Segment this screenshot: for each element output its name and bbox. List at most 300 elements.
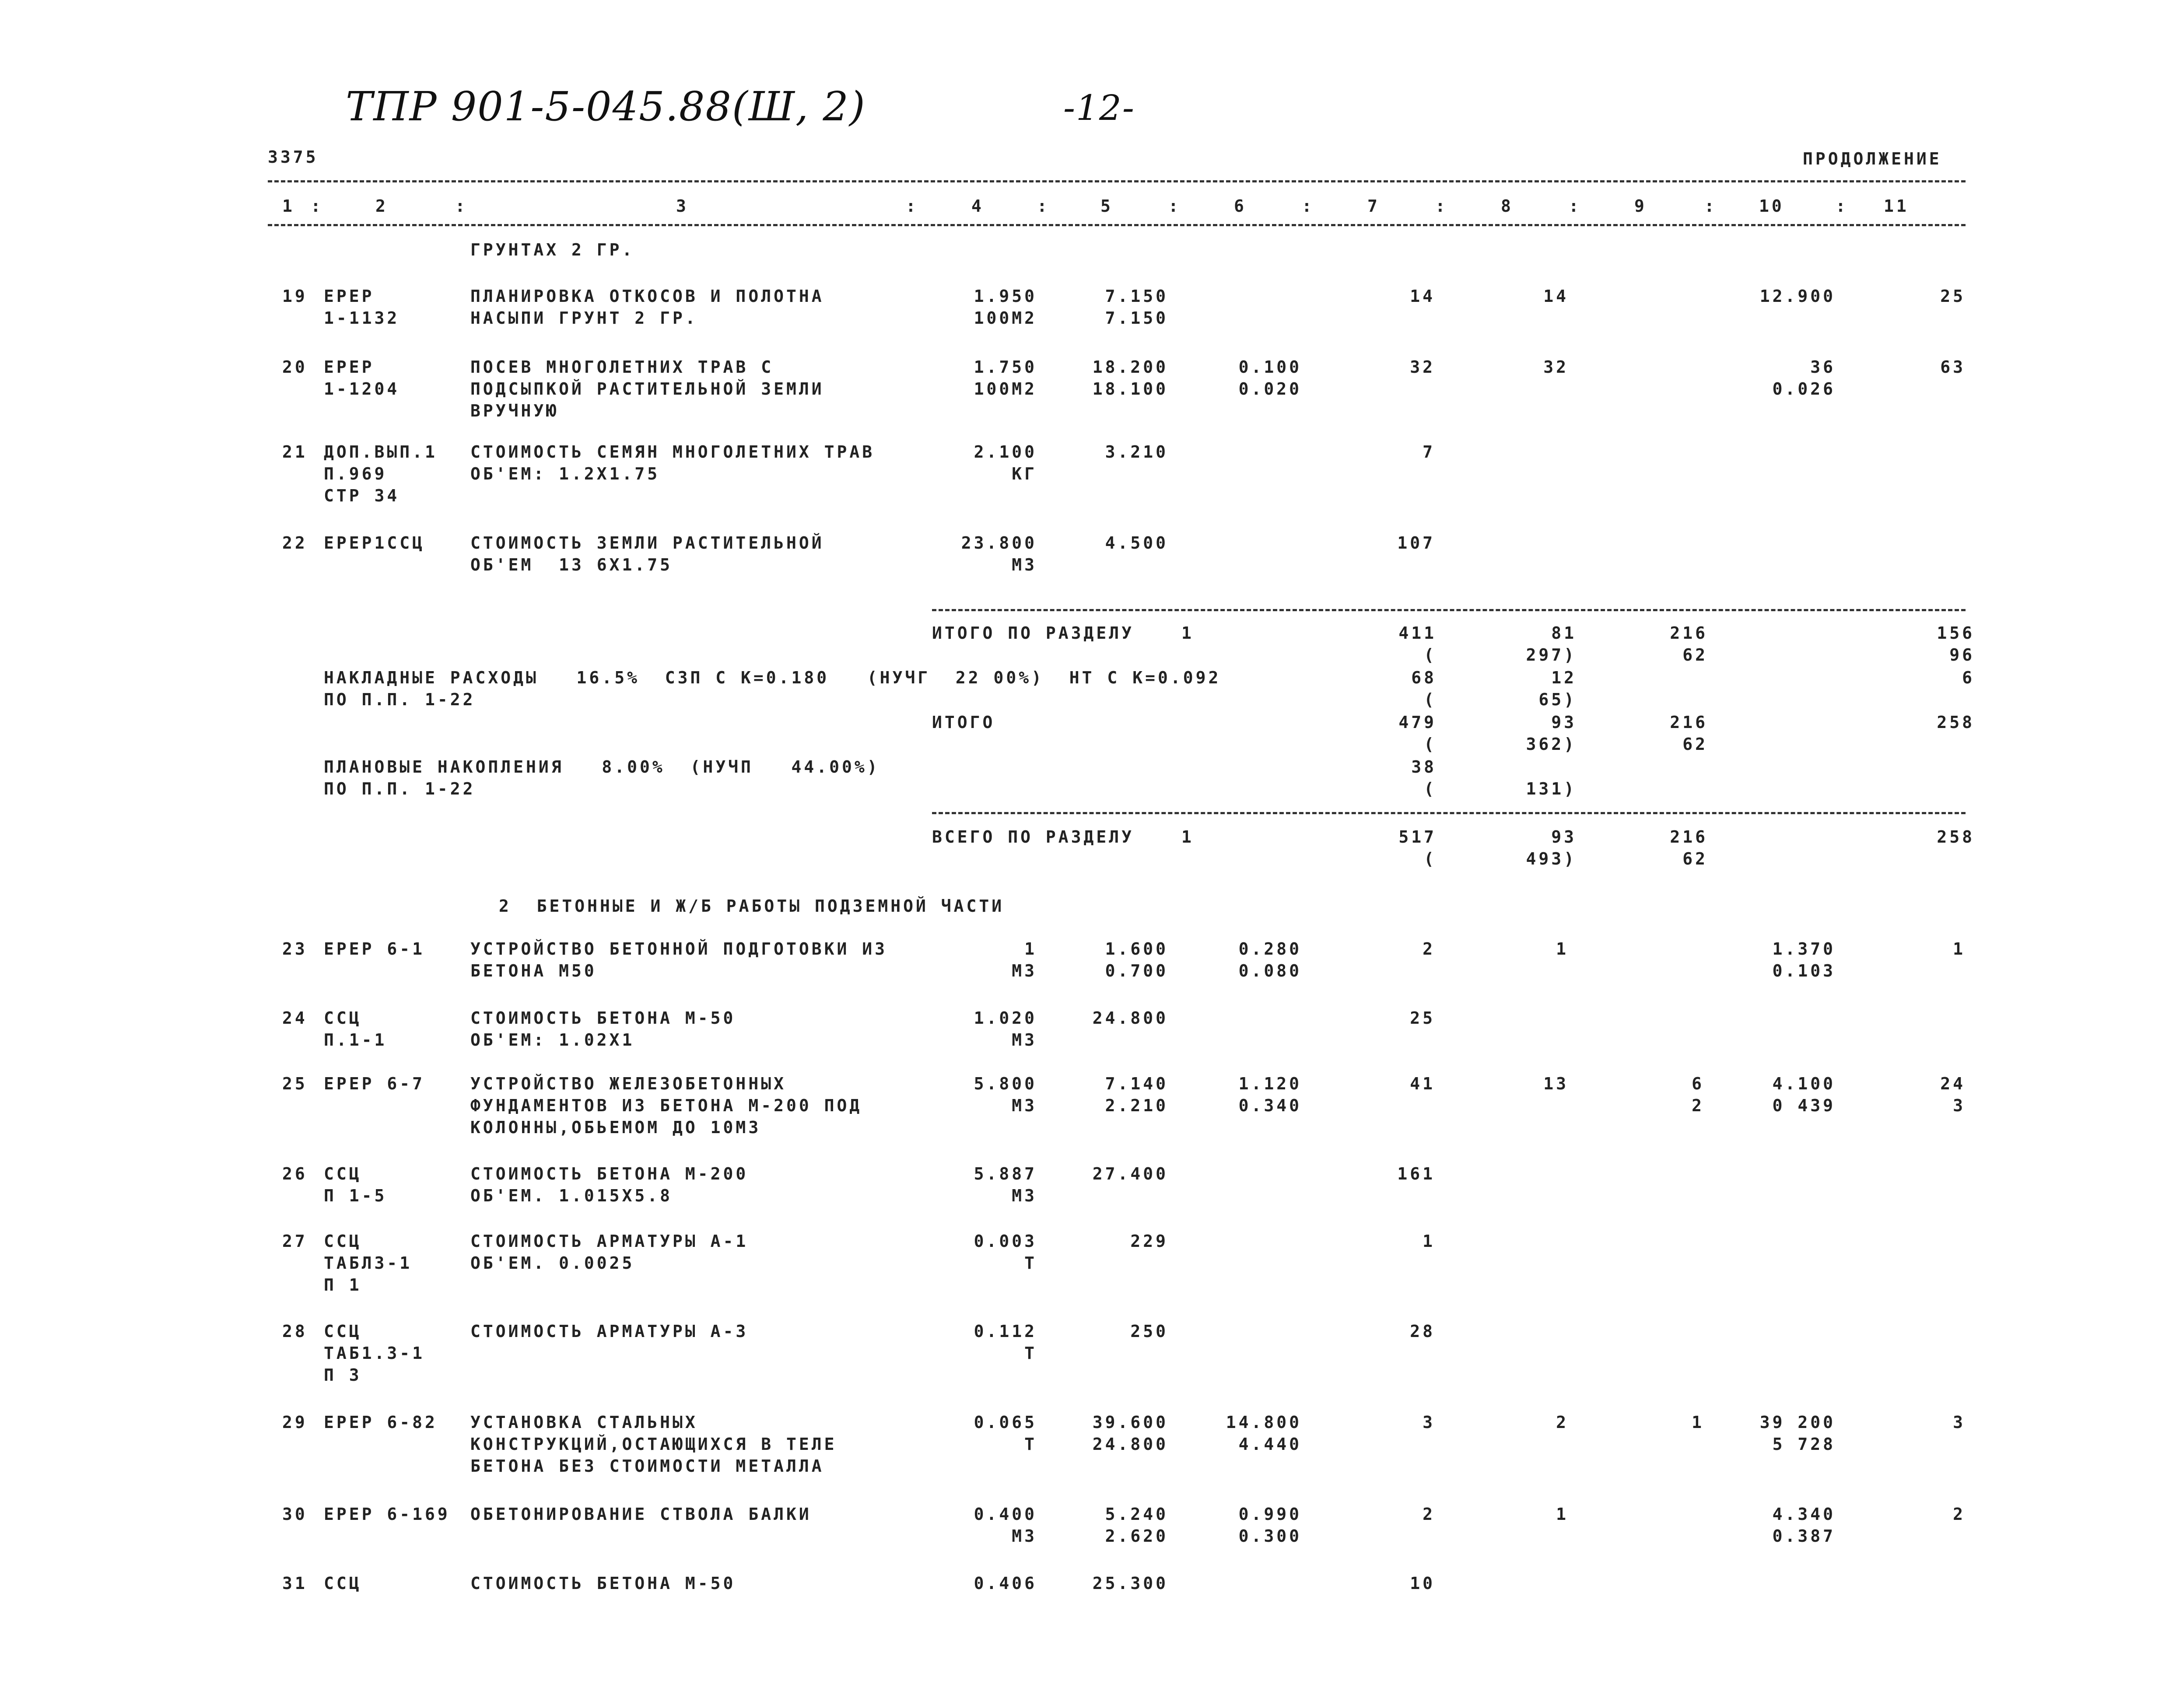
cell-line: СТОИМОСТЬ ЗЕМЛИ РАСТИТЕЛЬНОЙ (470, 533, 824, 553)
cell-c10 (1760, 285, 1836, 307)
cell-line: 0.112 (974, 1322, 1037, 1341)
cell-line: П.969 (324, 464, 387, 483)
cell-c5 (1130, 1320, 1168, 1342)
cell-line: 0.400 (974, 1505, 1037, 1524)
cell-c2 (324, 1163, 387, 1207)
cell-line: ТАБЛ3-1 (324, 1253, 413, 1273)
cell-line: КГ (1012, 464, 1037, 483)
cell-line: Т (1024, 1253, 1037, 1273)
cell-c1 (282, 1572, 308, 1594)
cell-c1 (282, 938, 308, 960)
cell-line: ЕРЕР (324, 287, 375, 306)
cell-line: 1.370 (1772, 939, 1836, 959)
cell-c2 (324, 1007, 387, 1051)
cell-c3 (470, 1230, 748, 1274)
cell-c4 (961, 532, 1037, 576)
cell-c9 (1692, 1411, 1704, 1433)
cell-line: 1.020 (974, 1008, 1037, 1028)
cell-c11 (1953, 938, 1966, 960)
cell-c4 (974, 1230, 1037, 1274)
section-total-number: 1 (1181, 623, 1194, 643)
overhead-c11: 6 (1962, 668, 1975, 687)
cell-c2 (324, 1320, 425, 1386)
colnum-4: 4 (971, 196, 984, 216)
cell-line: 21 (282, 442, 308, 462)
cell-c6 (1226, 1411, 1302, 1455)
cell-line: ГРУНТАХ 2 ГР. (470, 240, 635, 259)
cell-line: 27.400 (1092, 1164, 1168, 1183)
cell-line: М3 (1012, 1186, 1037, 1205)
cell-line: 14.800 (1226, 1413, 1302, 1432)
cell-line: 250 (1130, 1322, 1168, 1341)
cell-line: 1.950 (974, 287, 1037, 306)
cell-c5 (1093, 356, 1168, 400)
colnum-8: 8 (1501, 196, 1514, 216)
colsep: : (1302, 196, 1314, 216)
colnum-3: 3 (676, 196, 689, 216)
cell-line: М3 (1012, 1030, 1037, 1050)
cell-c10 (1773, 1503, 1836, 1547)
overhead-c7: 68 ( (1411, 668, 1437, 709)
cell-c1 (282, 1007, 308, 1029)
overhead-text: НАКЛАДНЫЕ РАСХОДЫ 16.5% СЗП С К=0.180 (НУЧГ 22 00%) НТ С К=0.092 ПО П.П. 1-22 (324, 668, 1221, 709)
cell-line: КОЛОННЫ,ОБЬЕМОМ ДО 10М3 (470, 1118, 761, 1137)
cell-line: 4.340 (1772, 1505, 1836, 1524)
section-total-c9: 216 62 (1670, 623, 1708, 665)
cell-c2 (324, 1073, 425, 1095)
cell-c1 (282, 285, 308, 307)
cell-c11 (1940, 1073, 1966, 1116)
cell-c3 (470, 1073, 862, 1138)
cell-c5 (1105, 441, 1168, 463)
cell-line: 161 (1397, 1164, 1435, 1183)
cell-c4 (974, 1572, 1037, 1594)
cell-c3 (470, 532, 824, 576)
cell-c3 (470, 285, 824, 329)
cell-c10 (1773, 1073, 1836, 1116)
cell-c4 (1012, 938, 1037, 982)
cell-line: 32 (1410, 357, 1435, 377)
cell-line: 24.800 (1092, 1435, 1168, 1454)
cell-line: 25 (1940, 287, 1966, 306)
colnum-2: 2 (375, 196, 388, 216)
cell-c2 (324, 1572, 362, 1594)
cell-line: 0.003 (974, 1232, 1037, 1251)
cell-line: НАСЫПИ ГРУНТ 2 ГР. (470, 308, 698, 328)
colsep: : (455, 196, 468, 216)
cell-c4 (974, 356, 1037, 400)
cell-c10 (1773, 356, 1836, 400)
total-c11: 258 (1937, 713, 1975, 732)
cell-c7 (1423, 441, 1435, 463)
colsep: : (311, 196, 323, 216)
cell-line: 5.887 (974, 1164, 1037, 1183)
cell-line: 25 (282, 1074, 308, 1093)
cell-c7 (1410, 1320, 1435, 1342)
cell-c8 (1543, 285, 1569, 307)
cell-line: Т (1024, 1344, 1037, 1363)
cell-line: ЕРЕР 6-1 (324, 939, 425, 959)
cell-c2 (324, 285, 399, 329)
section1-total-rule (932, 609, 1966, 611)
cell-line: 24 (282, 1008, 308, 1028)
cell-c4 (974, 1163, 1037, 1207)
cell-c7 (1397, 532, 1435, 554)
cell-c3 (470, 356, 824, 422)
cell-c4 (974, 441, 1037, 485)
total-c7: 479 ( (1398, 713, 1437, 754)
cell-c3 (470, 1007, 736, 1051)
cell-line: ВРУЧНУЮ (470, 401, 559, 420)
cell-line: БЕТОНА М50 (470, 961, 597, 980)
cell-c7 (1410, 1007, 1435, 1029)
cell-line: СТОИМОСТЬ АРМАТУРЫ А-1 (470, 1232, 749, 1251)
cell-c1 (282, 1503, 308, 1525)
cell-c2 (324, 1503, 450, 1525)
cell-line: 7.150 (1105, 308, 1168, 328)
cell-line: Т (1024, 1435, 1037, 1454)
cell-line: 20 (282, 357, 308, 377)
cell-c4 (974, 1411, 1037, 1455)
cell-c3 (470, 938, 887, 982)
total-label: ИТОГО (932, 713, 995, 732)
cell-line: П 1 (324, 1275, 362, 1295)
cell-line: ОБ'ЕМ. 0.0025 (470, 1253, 635, 1273)
cell-line: СТР 34 (324, 486, 400, 505)
cell-line: СТОИМОСТЬ АРМАТУРЫ А-3 (470, 1322, 749, 1341)
cell-line: 23 (282, 939, 308, 959)
cell-line: ССЦ (324, 1574, 362, 1593)
cell-line: 27 (282, 1232, 308, 1251)
header-bottom-rule (268, 224, 1966, 226)
cell-line: БЕТОНА БЕЗ СТОИМОСТИ МЕТАЛЛА (470, 1456, 824, 1476)
cell-line: 41 (1410, 1074, 1435, 1093)
cell-line: 31 (282, 1574, 308, 1593)
cell-line: П 1-5 (324, 1186, 387, 1205)
cell-c3 (470, 1572, 736, 1594)
cell-c1 (282, 1230, 308, 1252)
page-number: -12- (1063, 88, 1135, 128)
cell-line: 1-1204 (324, 379, 400, 399)
cell-c3 (470, 1320, 748, 1342)
planned-c8: 131) (1526, 779, 1577, 798)
cell-c11 (1940, 356, 1966, 378)
colsep: : (1704, 196, 1717, 216)
cell-line: 0.100 (1238, 357, 1302, 377)
handwritten-project-code: ТПР 901-5-045.88(Ш, 2) (346, 83, 866, 130)
cell-line: 0.387 (1772, 1526, 1836, 1546)
colsep: : (906, 196, 918, 216)
doc-id: 3375 (268, 147, 319, 167)
cell-line: 24 (1940, 1074, 1966, 1093)
cell-c7 (1397, 1163, 1435, 1185)
cell-line: 28 (1410, 1322, 1435, 1341)
cell-line: 0.080 (1238, 961, 1302, 980)
cell-line: 39 200 (1759, 1413, 1836, 1432)
cell-line: ССЦ (324, 1164, 362, 1183)
cell-line: 18.200 (1092, 357, 1168, 377)
cell-line: ЕРЕР (324, 357, 375, 377)
cell-line: 107 (1397, 533, 1435, 553)
cell-line: 28 (282, 1322, 308, 1341)
cell-line: П 3 (324, 1365, 362, 1385)
cell-line: 1 (1692, 1413, 1704, 1432)
cell-c7 (1410, 1073, 1435, 1095)
continuation-label: ПРОДОЛЖЕНИЕ (1803, 149, 1942, 168)
section-2-title: 2 БЕТОННЫЕ И Ж/Б РАБОТЫ ПОДЗЕМНОЙ ЧАСТИ (499, 896, 1005, 916)
cell-c6 (1239, 1503, 1302, 1547)
cell-c2 (324, 1230, 412, 1296)
cell-c7 (1410, 1572, 1435, 1594)
cell-c7 (1423, 938, 1435, 960)
cell-line: 3 (1953, 1413, 1966, 1432)
cell-line: 229 (1130, 1232, 1168, 1251)
cell-line: 0.280 (1238, 939, 1302, 959)
cell-line: 5 728 (1772, 1435, 1836, 1454)
cell-line: 2 (1692, 1096, 1704, 1115)
cell-c11 (1940, 285, 1966, 307)
cell-c8 (1556, 938, 1569, 960)
cell-line: 26 (282, 1164, 308, 1183)
cell-c1 (282, 1163, 308, 1185)
cell-line: 0.026 (1772, 379, 1836, 399)
cell-line: 1-1132 (324, 308, 400, 328)
cell-line: ПОСЕВ МНОГОЛЕТНИХ ТРАВ С (470, 357, 774, 377)
cell-line: М3 (1012, 1526, 1037, 1546)
cell-line: П.1-1 (324, 1030, 387, 1050)
cell-c8 (1543, 356, 1569, 378)
cell-c10 (1773, 938, 1836, 982)
cell-line: 7.150 (1105, 287, 1168, 306)
cell-line: 100М2 (974, 379, 1037, 399)
cell-c5 (1093, 1572, 1168, 1594)
cell-line: 7.140 (1105, 1074, 1168, 1093)
section-total-c7: 411 ( (1398, 623, 1437, 665)
cell-line: ФУНДАМЕНТОВ ИЗ БЕТОНА М-200 ПОД (470, 1096, 862, 1115)
cell-line: 2.620 (1105, 1526, 1168, 1546)
cell-c3 (470, 1503, 812, 1525)
cell-line: 0.990 (1238, 1505, 1302, 1524)
colnum-5: 5 (1100, 196, 1113, 216)
cell-line: 22 (282, 533, 308, 553)
cell-line: 0.700 (1105, 961, 1168, 980)
cell-line: 1 (1556, 1505, 1569, 1524)
cell-line: СТОИМОСТЬ СЕМЯН МНОГОЛЕТНИХ ТРАВ (470, 442, 875, 462)
cell-line: 1 (1556, 939, 1569, 959)
cell-line: 4.100 (1772, 1074, 1836, 1093)
cell-line: ОБ'ЕМ: 1.02Х1 (470, 1030, 635, 1050)
cell-line: 1.120 (1238, 1074, 1302, 1093)
cell-c5 (1093, 1163, 1168, 1185)
cell-c5 (1130, 1230, 1168, 1252)
cell-c1 (282, 532, 308, 554)
cell-line: 39.600 (1092, 1413, 1168, 1432)
cell-c5 (1105, 285, 1168, 329)
cell-c9 (1692, 1073, 1704, 1116)
cell-line: 36 (1810, 357, 1836, 377)
cell-line: 2 (1423, 939, 1435, 959)
cell-line: 12.900 (1759, 287, 1836, 306)
cell-line: 1 (1953, 939, 1966, 959)
cell-line: 1 (1024, 939, 1037, 959)
cell-line: ПЛАНИРОВКА ОТКОСОВ И ПОЛОТНА (470, 287, 824, 306)
cell-line: ДОП.ВЫП.1 (324, 442, 438, 462)
cell-line: ОБ'ЕМ 13 6Х1.75 (470, 555, 673, 574)
cell-c1 (282, 356, 308, 378)
colnum-1: 1 (282, 196, 295, 216)
cell-c1 (282, 1073, 308, 1095)
cell-line: 32 (1543, 357, 1569, 377)
cell-line: КОНСТРУКЦИЙ,ОСТАЮЩИХСЯ В ТЕЛЕ (470, 1435, 837, 1454)
cell-c5 (1105, 1503, 1168, 1547)
colnum-10: 10 (1759, 196, 1784, 216)
grand-total-number: 1 (1181, 827, 1194, 847)
cell-line: 14 (1543, 287, 1569, 306)
cell-c10 (1760, 1411, 1836, 1455)
cell-c7 (1423, 1411, 1435, 1433)
cell-line: ССЦ (324, 1322, 362, 1341)
cell-line: УСТРОЙСТВО ЖЕЛЕЗОБЕТОННЫХ (470, 1074, 786, 1093)
grand-total-c7: 517 ( (1398, 827, 1437, 868)
cell-line: 5.240 (1105, 1505, 1168, 1524)
cell-line: 2.210 (1105, 1096, 1168, 1115)
cell-c11 (1953, 1503, 1966, 1525)
cell-line: ССЦ (324, 1008, 362, 1028)
cell-line: 25.300 (1092, 1574, 1168, 1593)
cell-line: 2 (1556, 1413, 1569, 1432)
cell-line: М3 (1012, 1096, 1037, 1115)
cell-line: 30 (282, 1505, 308, 1524)
cell-line: СТОИМОСТЬ БЕТОНА М-200 (470, 1164, 749, 1183)
cell-c3 (470, 441, 875, 485)
cell-line: 6 (1692, 1074, 1704, 1093)
grand-total-c9: 216 62 (1670, 827, 1708, 868)
cell-c7 (1410, 285, 1435, 307)
cell-c1 (282, 441, 308, 463)
cell-c7 (1423, 1230, 1435, 1252)
cell-line: 2.100 (974, 442, 1037, 462)
colsep: : (1569, 196, 1581, 216)
cell-line: М3 (1012, 961, 1037, 980)
cell-line: 23.800 (961, 533, 1037, 553)
total-c9: 216 62 (1670, 713, 1708, 754)
cell-c7 (1410, 356, 1435, 378)
planned-savings-text: ПЛАНОВЫЕ НАКОПЛЕНИЯ 8.00% (НУЧП 44.00%) ПО П.П. 1-22 (324, 757, 880, 798)
planned-c7: 38 ( (1411, 757, 1437, 798)
cell-c3 (470, 1411, 837, 1477)
total-c8: 93 362) (1526, 713, 1577, 754)
cell-c2 (324, 1411, 438, 1433)
colsep: : (1037, 196, 1050, 216)
cell-line: 0.300 (1238, 1526, 1302, 1546)
cell-c6 (1239, 1073, 1302, 1116)
cell-c8 (1543, 1073, 1569, 1095)
cell-line: 1.600 (1105, 939, 1168, 959)
cell-c8 (1556, 1411, 1569, 1433)
cell-line: 29 (282, 1413, 308, 1432)
cell-c2 (324, 532, 425, 554)
cell-c4 (974, 285, 1037, 329)
cell-line: 0.020 (1238, 379, 1302, 399)
cell-line: ОБ'ЕМ. 1.015Х5.8 (470, 1186, 673, 1205)
cell-c5 (1105, 1073, 1168, 1116)
cell-line: 24.800 (1092, 1008, 1168, 1028)
cell-line: 13 (1543, 1074, 1569, 1093)
cell-line: ССЦ (324, 1232, 362, 1251)
section-total-c11: 156 96 (1937, 623, 1975, 665)
cell-c1 (282, 1411, 308, 1433)
cell-c11 (1953, 1411, 1966, 1433)
cell-line: ЕРЕР 6-169 (324, 1505, 450, 1524)
cell-c8 (1556, 1503, 1569, 1525)
cell-line: УСТАНОВКА СТАЛЬНЫХ (470, 1413, 698, 1432)
colnum-6: 6 (1234, 196, 1247, 216)
colnum-11: 11 (1884, 196, 1909, 216)
cell-line: 3.210 (1105, 442, 1168, 462)
cell-c5 (1105, 938, 1168, 982)
cell-line: 4.500 (1105, 533, 1168, 553)
cell-c4 (974, 1007, 1037, 1051)
cell-line: 0.065 (974, 1413, 1037, 1432)
cell-c5 (1093, 1007, 1168, 1029)
cell-line: 1 (1423, 1232, 1435, 1251)
section-total-label: ИТОГО ПО РАЗДЕЛУ (932, 623, 1135, 643)
cell-c4 (974, 1073, 1037, 1116)
grand-total-rule (932, 812, 1966, 814)
grand-total-c8: 93 493) (1526, 827, 1577, 868)
cell-line: 14 (1410, 287, 1435, 306)
colsep: : (1836, 196, 1848, 216)
cell-c2 (324, 938, 425, 960)
header-top-rule (268, 180, 1966, 182)
cell-line: ОБ'ЕМ: 1.2Х1.75 (470, 464, 660, 483)
cell-line: 25 (1410, 1008, 1435, 1028)
cell-line: 2 (1953, 1505, 1966, 1524)
grand-total-label: ВСЕГО ПО РАЗДЕЛУ (932, 827, 1135, 847)
colsep: : (1435, 196, 1448, 216)
cell-line: ОБЕТОНИРОВАНИЕ СТВОЛА БАЛКИ (470, 1505, 812, 1524)
cell-line: 3 (1423, 1413, 1435, 1432)
cell-line: 5.800 (974, 1074, 1037, 1093)
cell-c1 (282, 1320, 308, 1342)
cell-c5 (1093, 1411, 1168, 1455)
cell-c4 (974, 1503, 1037, 1547)
section-total-c8: 81 297) (1526, 623, 1577, 665)
grand-total-c11: 258 (1937, 827, 1975, 847)
cell-line: 3 (1953, 1096, 1966, 1115)
cell-line: ЕРЕР 6-82 (324, 1413, 438, 1432)
cell-c4 (974, 1320, 1037, 1364)
overhead-c8: 12 65) (1538, 668, 1577, 709)
colnum-7: 7 (1367, 196, 1380, 216)
cell-line: 0.103 (1772, 961, 1836, 980)
cell-line: 7 (1423, 442, 1435, 462)
colnum-9: 9 (1634, 196, 1647, 216)
cell-line: 4.440 (1238, 1435, 1302, 1454)
cell-line: УСТРОЙСТВО БЕТОННОЙ ПОДГОТОВКИ ИЗ (470, 939, 887, 959)
cell-line: ЕРЕР1ССЦ (324, 533, 425, 553)
cell-c2 (324, 441, 438, 507)
cell-line: 0 439 (1772, 1096, 1836, 1115)
cell-line: 10 (1410, 1574, 1435, 1593)
cell-line: СТОИМОСТЬ БЕТОНА М-50 (470, 1574, 736, 1593)
cell-line: 0.340 (1238, 1096, 1302, 1115)
cell-c3 (470, 239, 634, 261)
cell-line: ПОДСЫПКОЙ РАСТИТЕЛЬНОЙ ЗЕМЛИ (470, 379, 824, 399)
cell-line: 1.750 (974, 357, 1037, 377)
cell-line: 19 (282, 287, 308, 306)
cell-line: 100М2 (974, 308, 1037, 328)
